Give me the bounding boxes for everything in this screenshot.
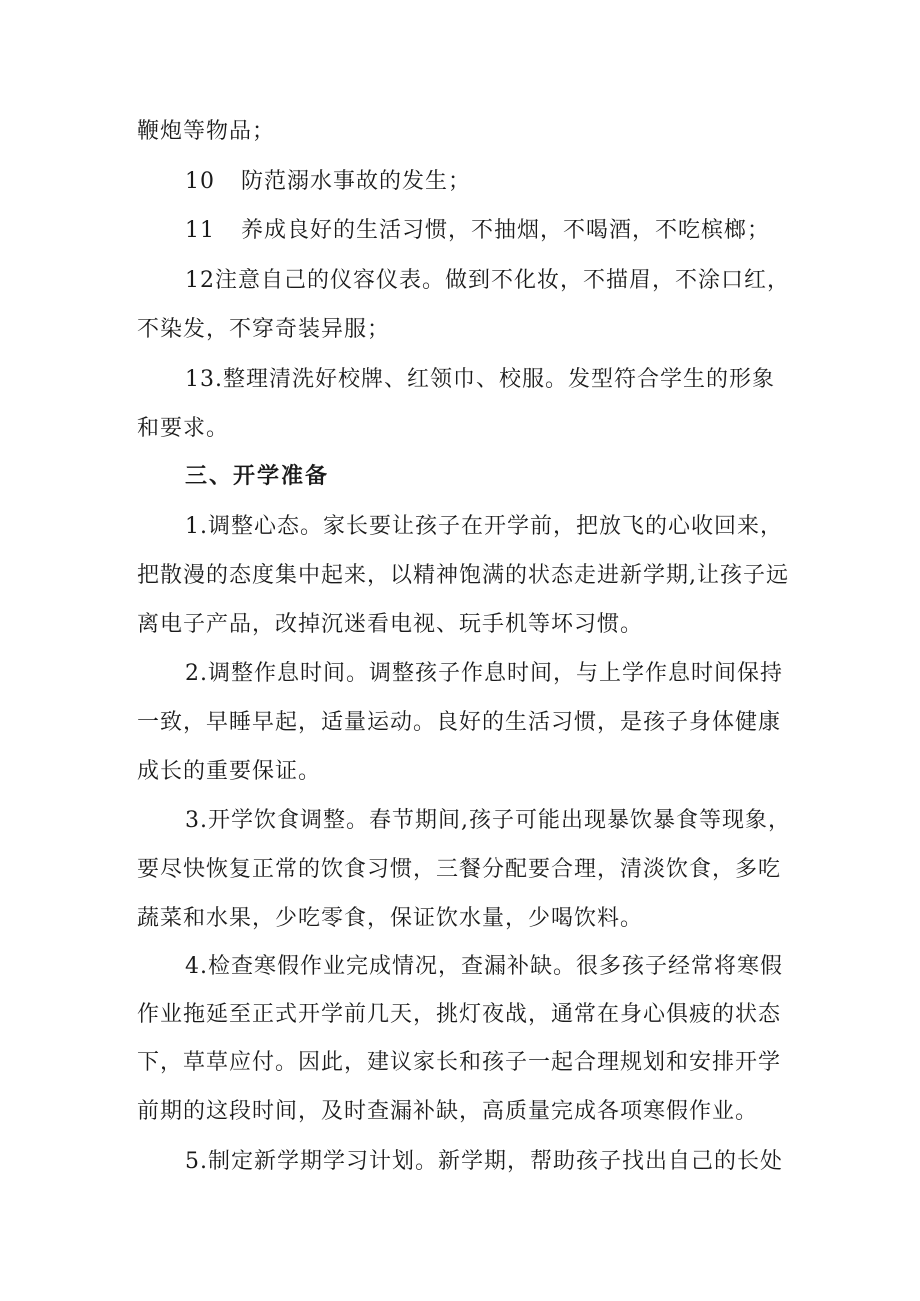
text-line: 一致，早睡早起，适量运动。良好的生活习惯，是孩子身体健康 [137,710,782,735]
text-line: 蔬菜和水果，少吃零食，保证饮水量，少喝饮料。 [137,906,644,931]
text-line: 2.调整作息时间。调整孩子作息时间，与上学作息时间保持 [185,661,783,686]
text-line: 12注意自己的仪容仪表。做到不化妆，不描眉，不涂口红， [185,268,790,293]
item-number: 10 [185,169,215,194]
list-item-10 [185,167,471,197]
item-number: 11 [185,218,215,243]
text-line: 和要求。 [137,416,230,441]
text-line: 作业拖延至正式开学前几天，挑灯夜战，通常在身心俱疲的状态 [137,1002,782,1027]
text-line: 成长的重要保证。 [137,759,322,784]
section-heading: 三、开学准备 [185,464,330,489]
text-line: 要尽快恢复正常的饮食习惯，三餐分配要合理，清淡饮食，多吃 [137,857,782,882]
item-text: 防范溺水事故的发生； [241,169,472,194]
text-line: 下，草草应付。因此，建议家长和孩子一起合理规划和安排开学 [137,1050,782,1075]
text-line: 13.整理清洗好校牌、红领巾、校服。发型符合学生的形象 [185,367,775,392]
text-line: 前期的这段时间，及时查漏补缺，高质量完成各项寒假作业。 [137,1099,759,1124]
item-text: 养成良好的生活习惯，不抽烟，不喝酒，不吃槟榔； [241,218,771,243]
text-line: 把散漫的态度集中起来，以精神饱满的状态走进新学期,让孩子远 [137,563,789,588]
list-item-11 [185,216,770,246]
text-line: 离电子产品，改掉沉迷看电视、玩手机等坏习惯。 [137,612,644,637]
text-line: 鞭炮等物品； [137,119,276,144]
text-line: 5.制定新学期学习计划。新学期，帮助孩子找出自己的长处 [185,1149,783,1174]
text-line: 1.调整心态。家长要让孩子在开学前，把放飞的心收回来， [185,514,783,539]
text-line: 3.开学饮食调整。春节期间,孩子可能出现暴饮暴食等现象， [185,808,791,833]
text-line: 4.检查寒假作业完成情况，查漏补缺。很多孩子经常将寒假 [185,954,783,979]
text-line: 不染发，不穿奇装异服； [137,317,391,342]
